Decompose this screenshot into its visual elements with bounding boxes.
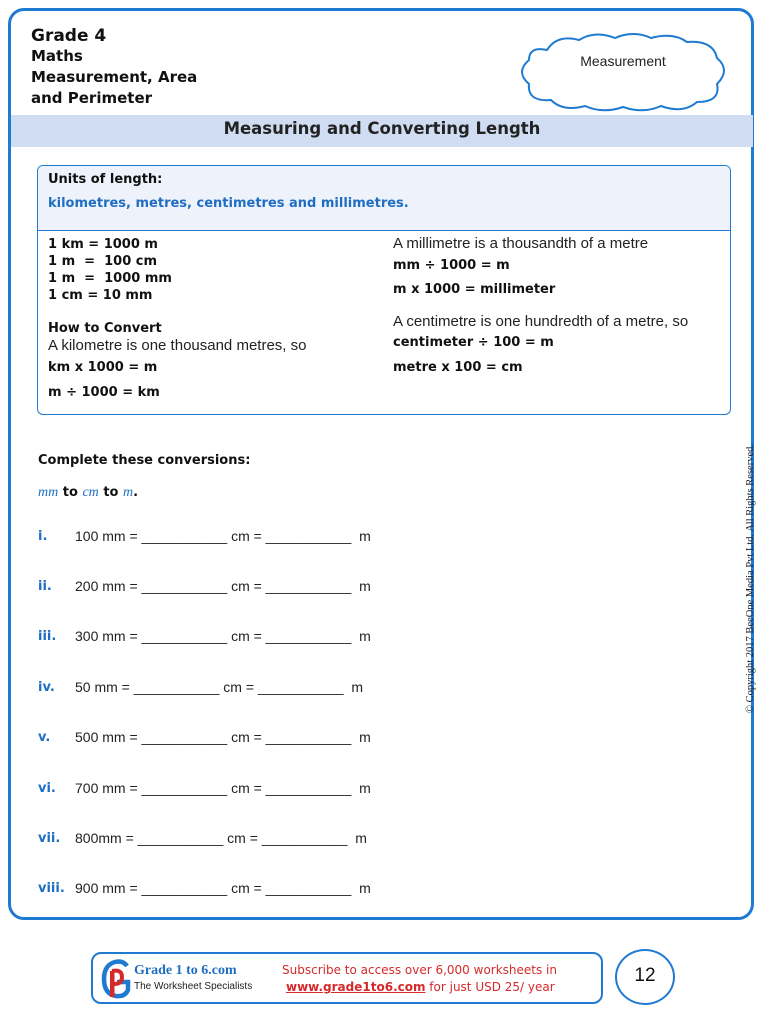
cm-rule-2: metre x 100 = cm: [393, 360, 523, 375]
cloud-badge-icon: [517, 30, 729, 112]
copyright-notice: © Copyright 2017 BeeOne Media Pvt Ltd. All Rights Reserved.: [745, 444, 756, 713]
how-to-convert-heading: How to Convert: [48, 321, 162, 336]
question-number: iii.: [38, 629, 57, 644]
units-list: kilometres, metres, centimetres and millimetres.: [48, 196, 409, 211]
mm-rule-1: mm ÷ 1000 = m: [393, 258, 510, 273]
cm-rule-1: centimeter ÷ 100 = m: [393, 335, 554, 350]
question-text[interactable]: 900 mm = ___________ cm = ___________ m: [75, 880, 371, 896]
question-number: i.: [38, 529, 48, 544]
cm-sentence: A centimetre is one hundredth of a metre, so: [393, 313, 689, 330]
question-text[interactable]: 200 mm = ___________ cm = ___________ m: [75, 578, 371, 594]
mm-rule-2: m x 1000 = millimeter: [393, 282, 556, 297]
page-number: 12: [634, 965, 656, 986]
topic-line-2: and Perimeter: [31, 89, 153, 107]
promo-price: for just USD 25/ year: [425, 980, 555, 994]
sub-period: .: [133, 485, 139, 500]
question-number: viii.: [38, 881, 65, 896]
km-rule-2: m ÷ 1000 = km: [48, 385, 160, 400]
topic-line-1: Measurement, Area: [31, 68, 198, 86]
km-sentence: A kilometre is one thousand metres, so: [48, 337, 307, 354]
grade-label: Grade 4: [31, 26, 107, 46]
unit-mm: mm: [38, 485, 59, 500]
mm-sentence: A millimetre is a thousandth of a metre: [393, 235, 649, 252]
conversion-order: [38, 485, 138, 501]
question-number: vi.: [38, 781, 56, 796]
question-number: ii.: [38, 579, 52, 594]
website-link[interactable]: www.grade1to6.com: [286, 980, 426, 994]
topic-badge: Measurement: [580, 53, 666, 69]
question-text[interactable]: 100 mm = ___________ cm = ___________ m: [75, 528, 371, 544]
question-text[interactable]: 700 mm = ___________ cm = ___________ m: [75, 780, 371, 796]
question-text[interactable]: 800mm = ___________ cm = ___________ m: [75, 830, 367, 846]
to-word-1: to: [62, 485, 78, 500]
question-text[interactable]: 500 mm = ___________ cm = ___________ m: [75, 729, 371, 745]
promo-line-1: Subscribe to access over 6,000 worksheets in: [282, 963, 557, 977]
fact-m-mm: 1 m = 1000 mm: [48, 271, 172, 286]
unit-cm: cm: [82, 485, 99, 500]
fact-km: 1 km = 1000 m: [48, 237, 158, 252]
exercise-instruction: Complete these conversions:: [38, 453, 251, 468]
to-word-2: to: [103, 485, 119, 500]
subject-label: Maths: [31, 47, 83, 65]
promo-line-2: [286, 980, 555, 994]
question-number: vii.: [38, 831, 61, 846]
brand-tagline: The Worksheet Specialists: [134, 981, 253, 992]
unit-m: m: [123, 485, 134, 500]
units-heading: Units of length:: [48, 172, 163, 187]
question-text[interactable]: 50 mm = ___________ cm = ___________ m: [75, 679, 363, 695]
fact-m-cm: 1 m = 100 cm: [48, 254, 158, 269]
grade1to6-logo-icon: [101, 958, 133, 1000]
brand-name: Grade 1 to 6.com: [134, 963, 237, 978]
question-text[interactable]: 300 mm = ___________ cm = ___________ m: [75, 628, 371, 644]
question-number: v.: [38, 730, 51, 745]
fact-cm-mm: 1 cm = 10 mm: [48, 288, 153, 303]
km-rule-1: km x 1000 = m: [48, 360, 158, 375]
units-header: [38, 166, 730, 231]
question-number: iv.: [38, 680, 55, 695]
worksheet-title: Measuring and Converting Length: [223, 119, 541, 138]
